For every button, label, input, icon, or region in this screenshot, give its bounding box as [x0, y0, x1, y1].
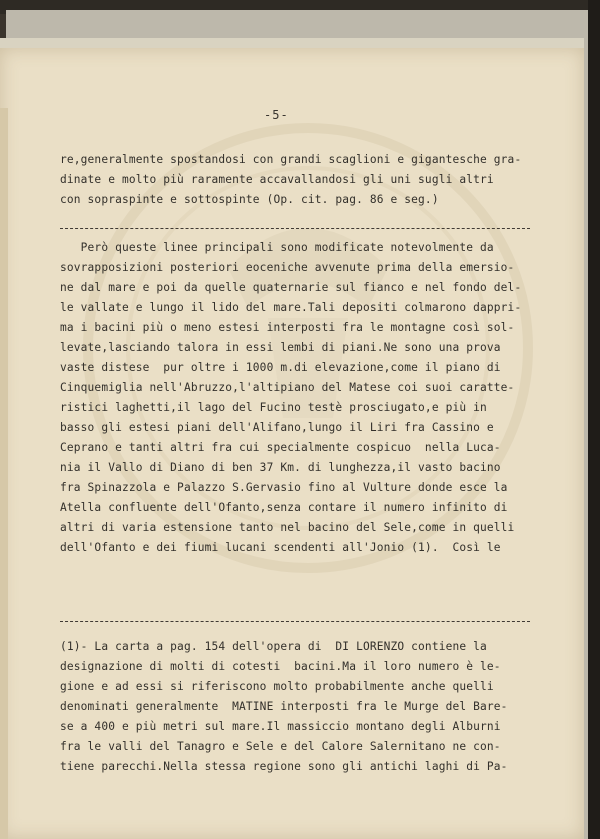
text-line: Ceprano e tanti altri fra cui specialmente cospicuo nella Luca- — [60, 441, 501, 454]
text-line: basso gli estesi piani dell'Alifano,lungo il Liri fra Cassino e — [60, 421, 494, 434]
footnote-line: gione e ad essi si riferiscono molto probabilmente anche quelli — [60, 680, 494, 693]
section-divider — [60, 228, 530, 229]
text-line: dell'Ofanto e dei fiumi lucani scendenti all'Jonio (1). Così le — [60, 541, 501, 554]
text-line: dinate e molto più raramente accavallandosi gli uni sugli altri — [60, 173, 494, 186]
footnote-line: se a 400 e più metri sul mare.Il massiccio montano degli Alburni — [60, 720, 501, 733]
paper-left-edge — [0, 108, 8, 839]
continuation-paragraph — [60, 150, 530, 210]
text-line: fra Spinazzola e Palazzo S.Gervasio fino al Vulture donde esce la — [60, 481, 508, 494]
text-line: Cinquemiglia nell'Abruzzo,l'altipiano del Matese coi suoi caratte- — [60, 381, 515, 394]
footnote-line: designazione di molti di cotesti bacini.Ma il loro numero è le- — [60, 660, 501, 673]
text-line: Però queste linee principali sono modificate notevolmente da — [60, 241, 494, 254]
footnote-line: fra le valli del Tanagro e Sele e del Calore Salernitano ne con- — [60, 740, 501, 753]
text-line: con sopraspinte e sottospinte (Op. cit. pag. 86 e seg.) — [60, 193, 439, 206]
footnote — [60, 637, 530, 777]
footnote-line: tiene parecchi.Nella stessa regione sono gli antichi laghi di Pa- — [60, 760, 508, 773]
main-paragraph — [60, 238, 530, 558]
text-line: ristici laghetti,il lago del Fucino testè prosciugato,e più in — [60, 401, 487, 414]
scan-right-edge — [588, 0, 600, 839]
text-line: nia il Vallo di Diano di ben 37 Km. di lunghezza,il vasto bacino — [60, 461, 501, 474]
text-line: vaste distese pur oltre i 1000 m.di elevazione,come il piano di — [60, 361, 501, 374]
page-number: -5- — [264, 108, 289, 122]
text-line: altri di varia estensione tanto nel bacino del Sele,come in quelli — [60, 521, 515, 534]
footnote-divider — [60, 621, 530, 622]
text-line: sovrapposizioni posteriori eoceniche avvenute prima della emersio- — [60, 261, 515, 274]
text-line: levate,lasciando talora in essi lembi di piani.Ne sono una prova — [60, 341, 501, 354]
footnote-line: denominati generalmente MATINE interposti fra le Murge del Bare- — [60, 700, 508, 713]
text-line: le vallate e lungo il lido del mare.Tali depositi colmarono dappri- — [60, 301, 522, 314]
text-line: ma i bacini più o meno estesi interposti fra le montagne così sol- — [60, 321, 515, 334]
text-line: Atella confluente dell'Ofanto,senza contare il numero infinito di — [60, 501, 508, 514]
text-line: re,generalmente spostandosi con grandi scaglioni e gigantesche gra- — [60, 153, 522, 166]
footnote-line: (1)- La carta a pag. 154 dell'opera di DI LORENZO contiene la — [60, 640, 487, 653]
text-line: ne dal mare e poi da quelle quaternarie sul fianco e nel fondo del- — [60, 281, 522, 294]
